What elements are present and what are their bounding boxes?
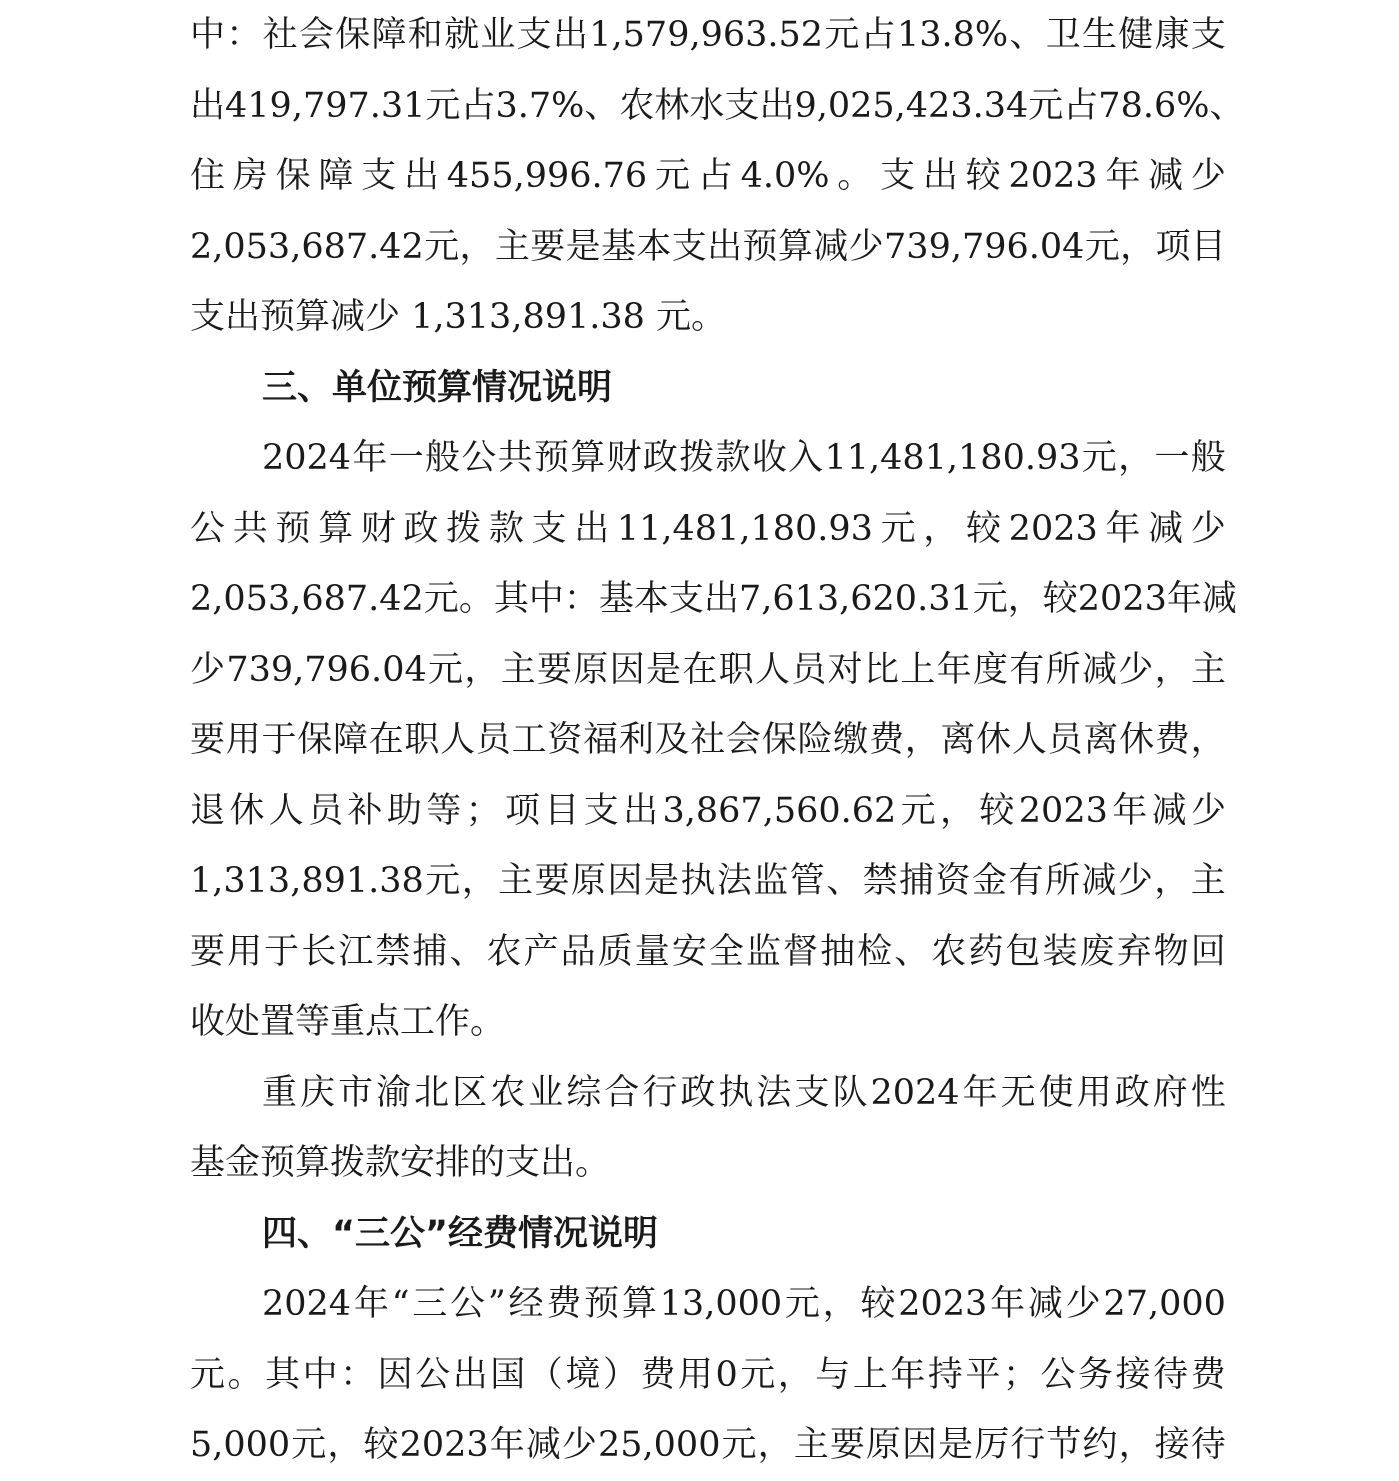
paragraph-line [190, 282, 1226, 353]
paragraph-line: 1,313,891.38 元 ， 主 要 原 因 是 执 法 监 管 、 禁 捕 资 金 有 所 减 少 ， 主 [190, 861, 1226, 902]
paragraph-line: 元 。 其 中 ： 因 公 出 国 （ 境 ） 费 用 0 元 ， 与 上 年 持 平 ； 公 务 接 待 费 [190, 1354, 1226, 1395]
paragraph-line: 2,053,687.42 元 ， 主 要 是 基 本 支 出 预 算 减 少 739,796.04 元 ， 项 目 [190, 226, 1226, 267]
paragraph-line: 要 用 于 保 障 在 职 人 员 工 资 福 利 及 社 会 保 险 缴 费 ， 离 休 人 员 离 休 费 ， [190, 720, 1226, 761]
paragraph-line [190, 987, 1226, 1058]
paragraph-line: 5,000 元 ， 较 2023 年 减 少 25,000 元 ， 主 要 原 因 是 厉 行 节 约 ， 接 待 [190, 1425, 1226, 1466]
line-text: 基金预算拨款安排的支出。 [190, 1143, 611, 1184]
paragraph-line: 重 庆 市 渝 北 区 农 业 综 合 行 政 执 法 支 队 2024 年 无 使 用 政 府 性 [262, 1072, 1226, 1113]
line-text: 收处置等重点工作。 [190, 1002, 506, 1043]
line-text: 三、单位预算情况说明 [262, 367, 613, 408]
line-text: 四、“三公”经费情况说明 [262, 1213, 659, 1254]
paragraph-line: 2024 年 一 般 公 共 预 算 财 政 拨 款 收 入 11,481,180.93 元 ， 一 般 [262, 438, 1226, 479]
paragraph-line: 要 用 于 长 江 禁 捕 、 农 产 品 质 量 安 全 监 督 抽 检 、 农 药 包 装 废 弃 物 回 [190, 931, 1226, 972]
paragraph-line: 少 739,796.04 元 ， 主 要 原 因 是 在 职 人 员 对 比 上 年 度 有 所 减 少 ， 主 [190, 649, 1226, 690]
document-page [190, 0, 1245, 1481]
paragraph-line: 中 ： 社 会 保 障 和 就 业 支 出 1,579,963.52 元 占 13.8% 、 卫 生 健 康 支 [190, 15, 1226, 56]
paragraph-line: 出 419,797.31 元 占 3.7% 、 农 林 水 支 出 9,025,423.34 元 占 78.6% 、 [190, 85, 1245, 126]
paragraph-line: 公 共 预 算 财 政 拨 款 支 出 11,481,180.93 元 ， 较 2023 年 减 少 [190, 508, 1226, 549]
paragraph-line [190, 1128, 1226, 1199]
section-heading [190, 353, 1226, 424]
paragraph-line: 住 房 保 障 支 出 455,996.76 元 占 4.0% 。 支 出 较 2023 年 减 少 [190, 156, 1226, 197]
paragraph-line: 退 休 人 员 补 助 等 ； 项 目 支 出 3,867,560.62 元 ， 较 2023 年 减 少 [190, 790, 1226, 831]
paragraph-line: 2024 年 “ 三 公 ” 经 费 预 算 13,000 元 ， 较 2023 年 减 少 27,000 [262, 1284, 1226, 1325]
line-text: 支出预算减少 1,313,891.38 元。 [190, 297, 727, 338]
section-heading [190, 1199, 1226, 1270]
paragraph-line: 2,053,687.42 元 。 其 中 ： 基 本 支 出 7,613,620.31 元 ， 较 2023 年 减 [190, 579, 1237, 620]
